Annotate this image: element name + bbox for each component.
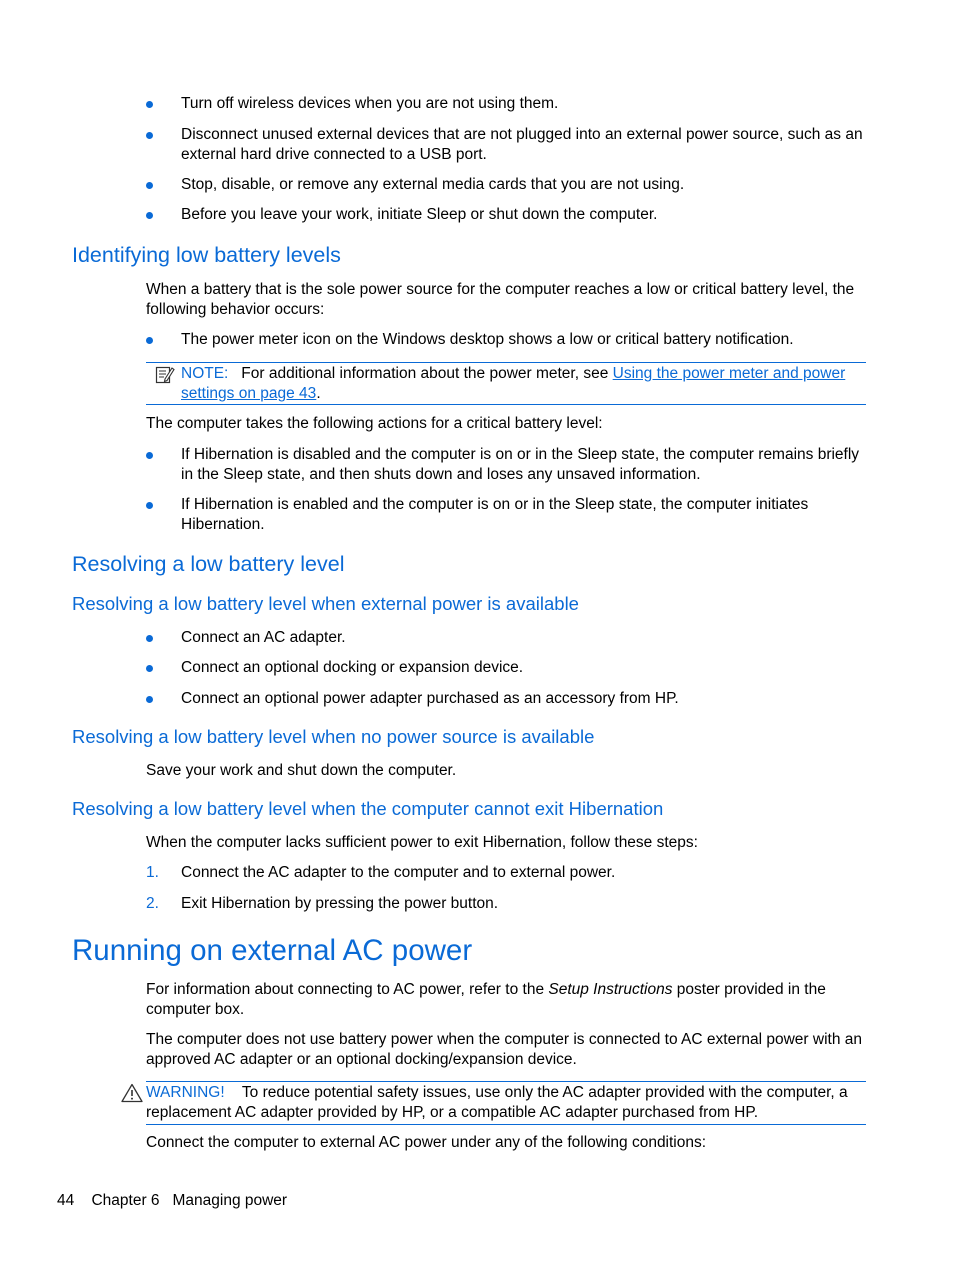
page-number: 44 xyxy=(57,1192,75,1209)
paragraph: Connect the computer to external AC power under any of the following conditions: xyxy=(146,1134,707,1151)
list-item: Turn off wireless devices when you are not using them. xyxy=(181,95,559,112)
note-body: For additional information about the power meter, see xyxy=(241,365,609,382)
note-link[interactable]: Using the power meter and power settings on page 43 xyxy=(181,365,846,402)
note-text xyxy=(181,364,861,403)
note-icon xyxy=(155,365,175,385)
step-text: Connect the AC adapter to the computer and to external power. xyxy=(181,864,616,881)
paragraph: The computer takes the following actions for a critical battery level: xyxy=(146,415,603,432)
note-top-rule xyxy=(146,362,866,363)
step-number: 2. xyxy=(146,895,159,912)
warning-body: To reduce potential safety issues, use only the AC adapter provided with the computer, a replacement AC adapter provided by HP, or a compatible AC adapter purchased from HP. xyxy=(146,1084,848,1121)
list-item: Connect an optional power adapter purchased as an accessory from HP. xyxy=(181,690,679,707)
subsection-heading-external-power: Resolving a low battery level when external power is available xyxy=(72,593,579,614)
bullet-dot xyxy=(146,502,153,509)
bullet-dot xyxy=(146,635,153,642)
warning-bottom-rule xyxy=(146,1124,866,1125)
bullet-dot xyxy=(146,132,153,139)
step-number: 1. xyxy=(146,864,159,881)
bullet-dot xyxy=(146,182,153,189)
bullet-dot xyxy=(146,337,153,344)
footer-title: Managing power xyxy=(172,1192,288,1209)
list-item: If Hibernation is enabled and the computer is on or in the Sleep state, the computer initiates Hibernation. xyxy=(181,496,809,533)
warning-top-rule xyxy=(146,1081,866,1082)
step-text: Exit Hibernation by pressing the power button. xyxy=(181,895,499,912)
para-text: poster provided in the computer box. xyxy=(146,981,826,1018)
bullet-dot xyxy=(146,696,153,703)
para-text: For information about connecting to AC power, refer to the xyxy=(146,981,545,998)
bullet-dot xyxy=(146,452,153,459)
paragraph: The computer does not use battery power when the computer is connected to AC external power with an approved AC adapter or an optional docking/expansion device. xyxy=(146,1031,862,1068)
section-heading-resolving: Resolving a low battery level xyxy=(72,552,345,576)
para-italic: Setup Instructions xyxy=(548,981,673,998)
bullet-dot xyxy=(146,665,153,672)
paragraph xyxy=(146,980,866,1019)
list-item: Stop, disable, or remove any external media cards that you are not using. xyxy=(181,176,685,193)
warning-icon xyxy=(121,1083,143,1103)
paragraph: When a battery that is the sole power source for the computer reaches a low or critical battery level, the following behavior occurs: xyxy=(146,281,855,318)
paragraph: When the computer lacks sufficient power to exit Hibernation, follow these steps: xyxy=(146,834,698,851)
list-item: Disconnect unused external devices that are not plugged into an external power source, such as an external hard drive connected to a USB port. xyxy=(181,126,863,163)
list-item: Before you leave your work, initiate Sleep or shut down the computer. xyxy=(181,206,658,223)
list-item: The power meter icon on the Windows desktop shows a low or critical battery notification. xyxy=(181,331,794,348)
bullet-dot xyxy=(146,101,153,108)
chapter-section-heading: Running on external AC power xyxy=(72,934,473,967)
warning-label: WARNING! xyxy=(146,1084,225,1101)
list-item: If Hibernation is disabled and the computer is on or in the Sleep state, the computer remains briefly in the Sleep state, and then shuts down and loses any unsaved information. xyxy=(181,446,860,483)
footer-chapter: Chapter 6 xyxy=(91,1192,160,1209)
list-item: Connect an AC adapter. xyxy=(181,629,346,646)
bullet-dot xyxy=(146,212,153,219)
subsection-heading-no-power: Resolving a low battery level when no power source is available xyxy=(72,726,595,747)
subsection-heading-hibernation: Resolving a low battery level when the computer cannot exit Hibernation xyxy=(72,798,664,819)
note-end: . xyxy=(316,384,321,402)
page-footer xyxy=(57,1191,287,1211)
list-item: Connect an optional docking or expansion device. xyxy=(181,659,524,676)
note-label: NOTE: xyxy=(181,365,229,382)
note-bottom-rule xyxy=(146,404,866,405)
paragraph: Save your work and shut down the computer. xyxy=(146,762,457,779)
section-heading-identifying: Identifying low battery levels xyxy=(72,243,341,267)
warning-text xyxy=(146,1083,868,1122)
